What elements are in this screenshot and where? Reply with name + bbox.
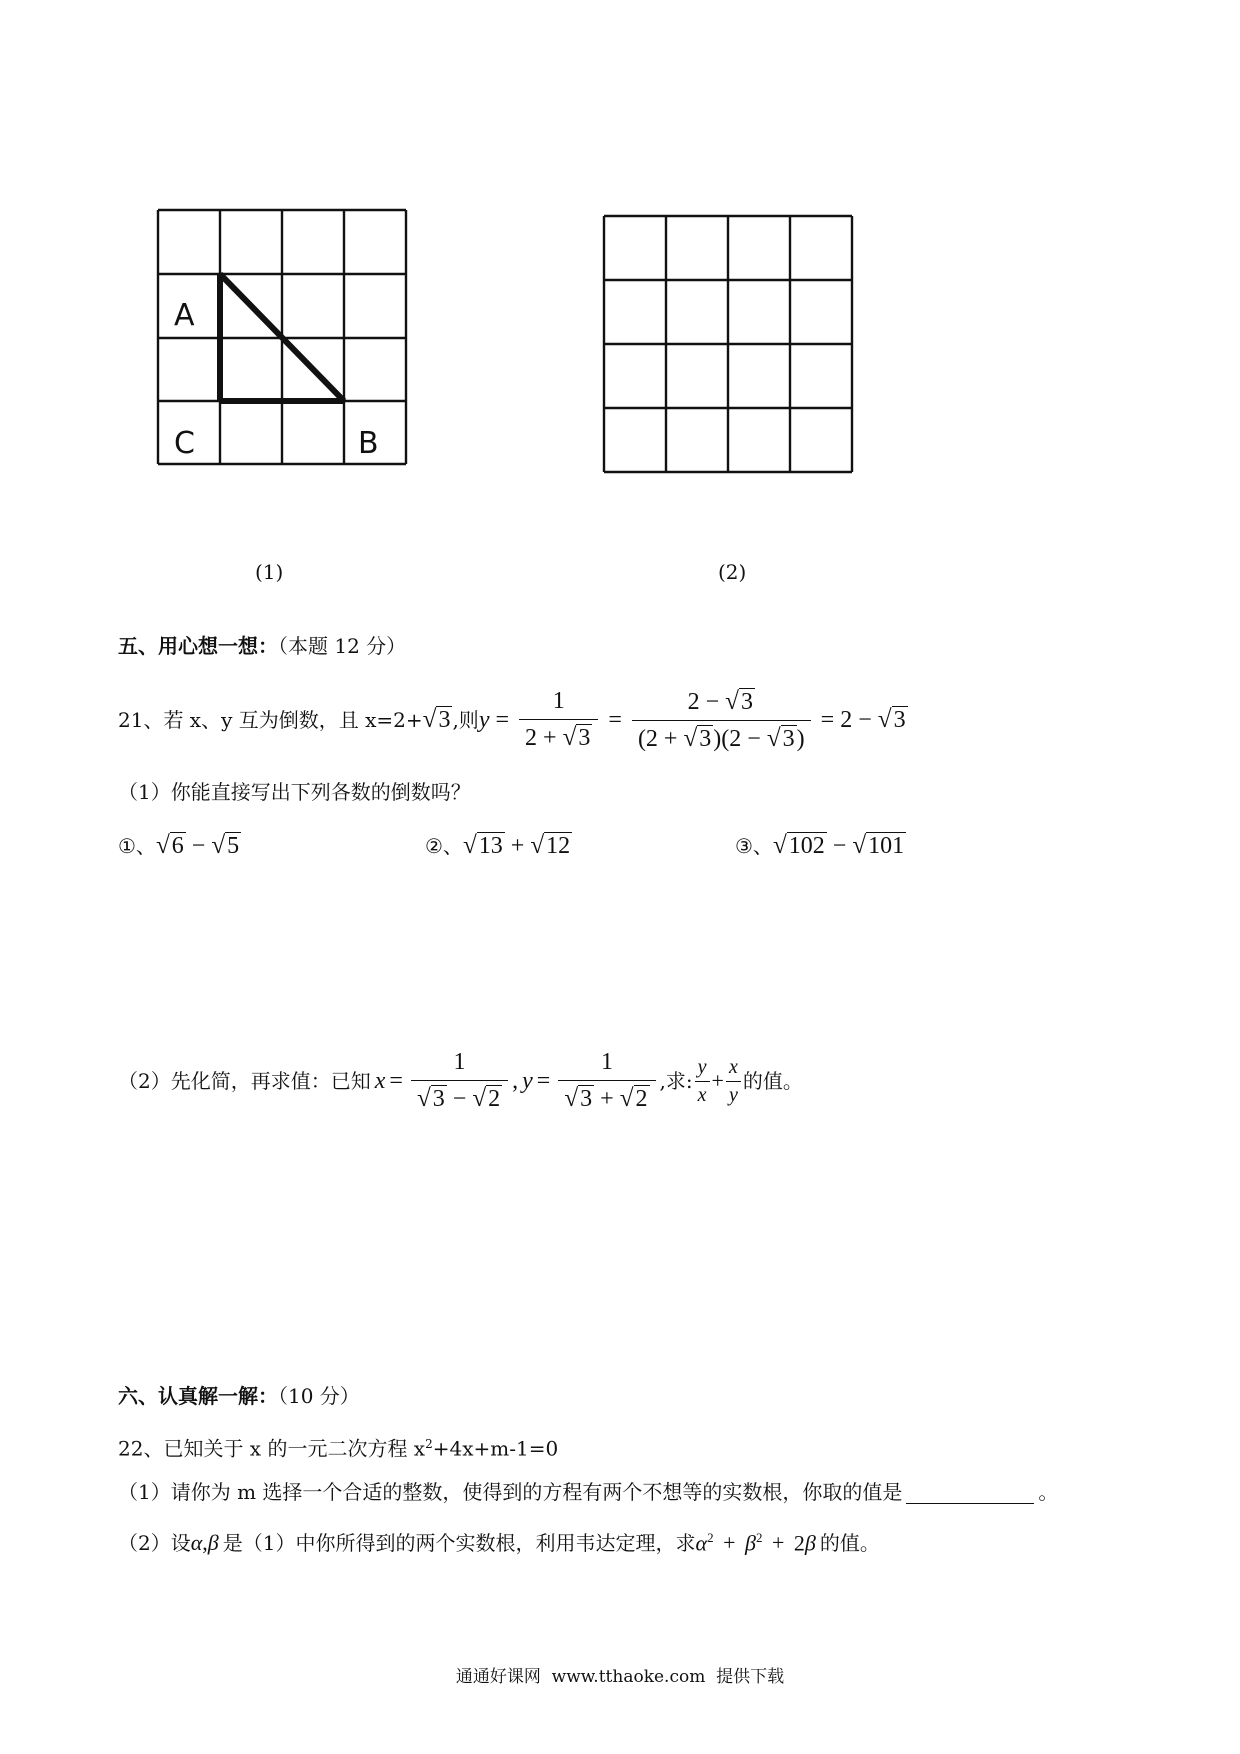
sqrt-102: √102 xyxy=(772,832,825,859)
section-5-heading xyxy=(118,634,406,658)
fraction-y-over-x: $\frac{y}{x}$ xyxy=(695,1056,710,1107)
equals-sign: = xyxy=(608,706,622,733)
q21-sub1-prompt: （1）你能直接写出下列各数的倒数吗？ xyxy=(118,780,471,804)
item-2-label: ②、 xyxy=(425,834,463,858)
q22-sub2: （2）设 α , β 是（1）中你所得到的两个实数根，利用韦达定理，求 $\alpha^2 + \beta^2 + 2\beta$ 的值。 xyxy=(118,1530,880,1556)
sqrt-13: √13 xyxy=(462,832,503,859)
equals-sign: = xyxy=(495,706,510,733)
figure-2-caption: (2) xyxy=(718,560,747,584)
q22-intro: 22、已知关于 x 的一元二次方程 $x^2+4x+m-1=0$ xyxy=(118,1436,559,1461)
sqrt-12: √12 xyxy=(530,832,571,859)
q21-sub2: （2）先化简，再求值：已知 x = $\frac{1}{√3 - √2}$ , y = $\frac{1}{√3 + √2}$ ,求: $\frac{y}{x}$ + $\frac{x}{y}$ 的值。 xyxy=(118,1049,803,1112)
vertex-label-c: C xyxy=(174,426,195,461)
section-6-points: （10 分） xyxy=(278,1384,360,1408)
figure-1-caption: (1) xyxy=(255,560,284,584)
fraction-x-over-y: $\frac{x}{y}$ xyxy=(726,1056,741,1107)
q21-item-3: ③、 √102 − √101 xyxy=(735,832,905,859)
figure-2-grid xyxy=(602,214,854,474)
sqrt-3: √3 xyxy=(422,706,451,733)
q21-item-2: ②、 √13 + √12 xyxy=(425,832,571,859)
q21-sub2-prefix: （2）先化简，再求值：已知 xyxy=(118,1069,371,1093)
ask-text: ,求: xyxy=(659,1069,693,1093)
q21-sub2-suffix: 的值。 xyxy=(742,1069,803,1093)
section-6-title: 六、认真解一解： xyxy=(118,1384,278,1408)
section-6-heading xyxy=(118,1384,360,1408)
sqrt-5: √5 xyxy=(211,832,240,859)
item-3-label: ③、 xyxy=(735,834,773,858)
sqrt-101: √101 xyxy=(852,832,905,859)
result: = 2 − √3 xyxy=(820,706,906,733)
footer-source: 通通好课网 www.tthaoke.com 提供下载 xyxy=(455,1667,785,1687)
answer-blank[interactable] xyxy=(906,1483,1034,1504)
section-5-title: 五、用心想一想： xyxy=(118,634,278,658)
fraction-x: $\frac{1}{√3 - √2}$ xyxy=(411,1049,508,1113)
q21-then: ,则 xyxy=(452,708,479,732)
q22-sub1: （1）请你为 m 选择一个合适的整数，使得到的方程有两个不想等的实数根，你取的值是 。 xyxy=(118,1480,1059,1504)
fraction-y: $\frac{1}{√3 + √2}$ xyxy=(558,1049,655,1113)
y-variable: y xyxy=(478,706,490,733)
fraction-rationalized: $\frac{2 - √3}{(2 + √3)(2 - √3)}$ xyxy=(632,688,811,753)
vertex-label-a: A xyxy=(174,298,195,333)
fraction-one-over-2-plus-sqrt3: $\frac{1}{2 + √3}$ xyxy=(519,688,598,752)
vertex-label-b: B xyxy=(358,426,379,461)
section-5-points: （本题 12 分） xyxy=(278,634,407,658)
item-1-label: ①、 xyxy=(118,834,156,858)
q21-intro-text: 21、若 x、y 互为倒数，且 x=2+ xyxy=(118,708,423,732)
q21-item-1: ①、 √6 − √5 xyxy=(118,832,240,859)
alpha-beta-expression: $\alpha^2 + \beta^2 + 2\beta$ xyxy=(695,1530,816,1556)
q21-intro xyxy=(118,684,908,756)
sqrt-6: √6 xyxy=(155,832,184,859)
